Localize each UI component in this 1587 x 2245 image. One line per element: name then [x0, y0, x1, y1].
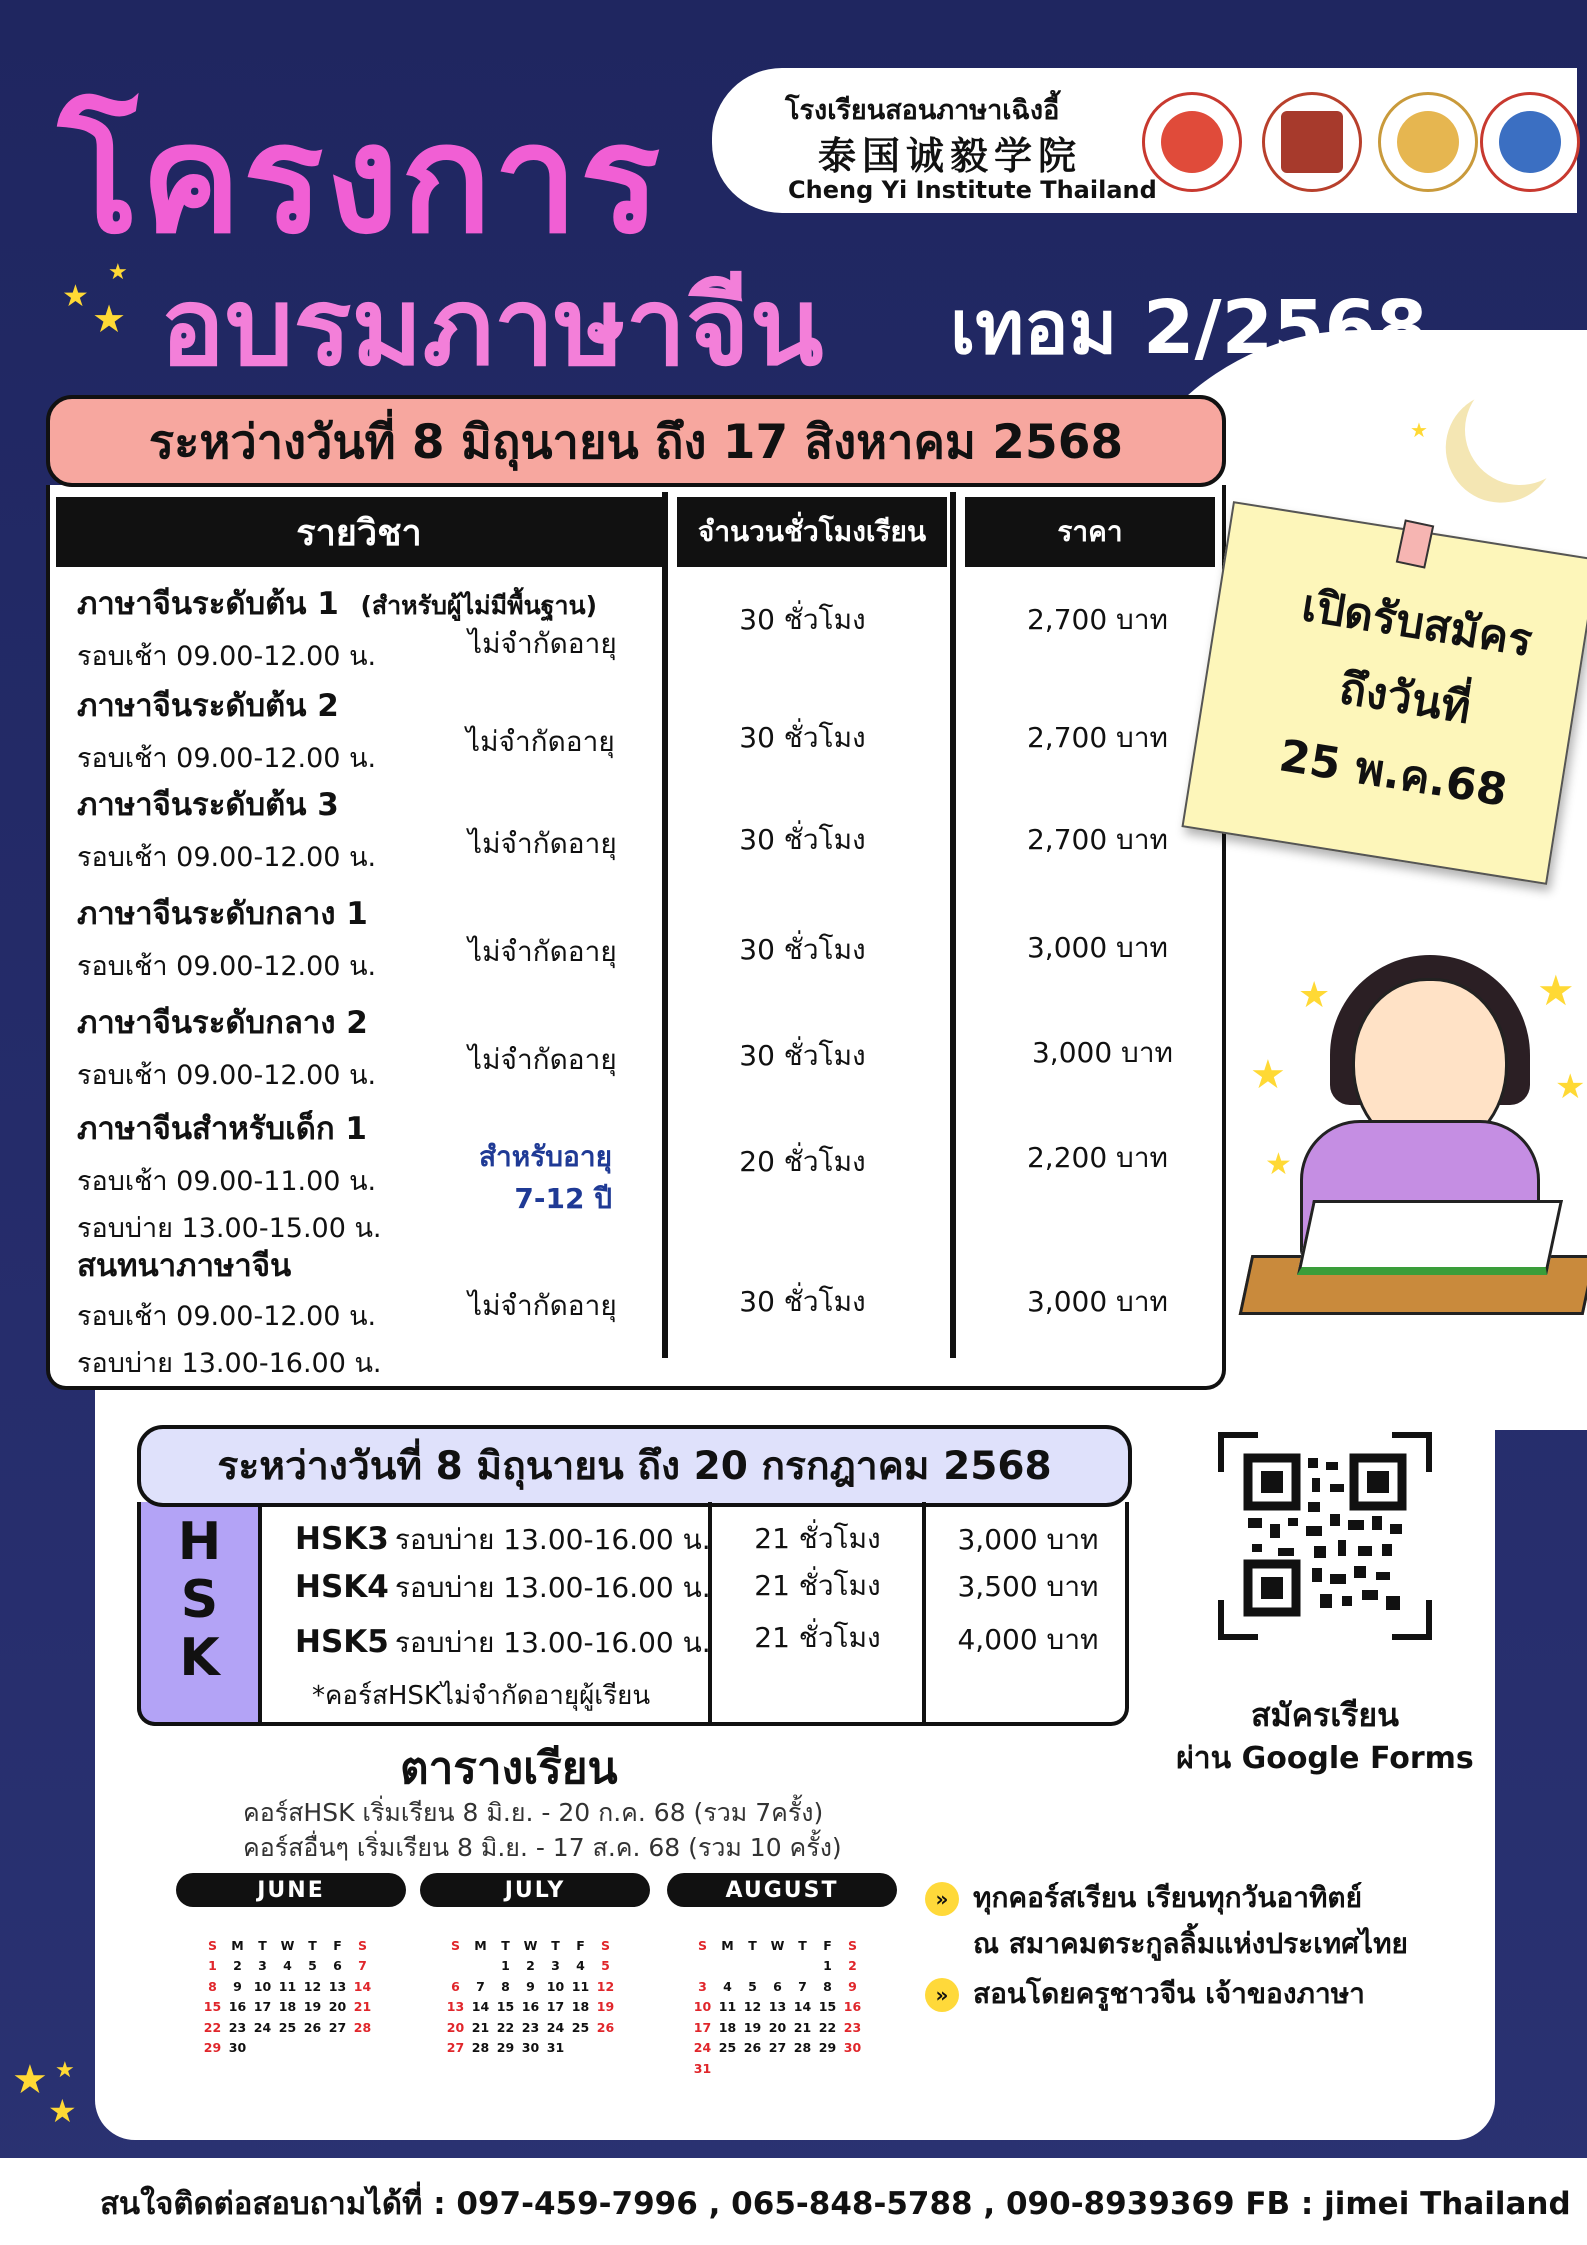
weekday-label: S [450, 1937, 460, 1953]
weekday-label: T [258, 1937, 267, 1953]
course-age-kids [460, 1136, 612, 1220]
info-bullet [925, 1876, 1362, 1920]
calendar-day: 15 [200, 1997, 225, 2018]
star-icon: ★ [1452, 391, 1469, 412]
calendar-day: 16 [228, 1999, 247, 2015]
calendar-day: 13 [443, 1997, 468, 2018]
course-price: 3,000 บาท [1026, 931, 1168, 964]
calendar-day: 25 [718, 2040, 737, 2056]
register-line: ผ่าน Google Forms [1176, 1741, 1474, 1776]
calendar-day: 23 [521, 2019, 540, 2035]
course-time: รอบบ่าย 13.00-16.00 น. [77, 1348, 382, 1379]
course-row [77, 680, 376, 779]
calendar-day: 12 [743, 1999, 762, 2015]
header-subject: รายวิชา [56, 497, 662, 567]
calendar-empty [765, 1956, 790, 1977]
qr-frame-corner [1392, 1432, 1432, 1472]
course-age: ไม่จำกัดอายุ [466, 725, 615, 758]
header-price: ราคา [965, 497, 1215, 567]
course-price: 2,700 บาท [1026, 721, 1168, 754]
calendar-day: 1 [501, 1958, 510, 1974]
contact-footer: สนใจติดต่อสอบถามได้ที่ : 097-459-7996 , 065-848-5788 , 090-8939369 FB : jimei Thailand [100, 2186, 1571, 2222]
star-icon: ★ [1555, 1067, 1586, 1107]
calendar-empty [740, 2058, 765, 2079]
calendar-day: 2 [233, 1958, 242, 1974]
star-icon: ★ [48, 2092, 77, 2130]
calendar-day: 21 [353, 1999, 372, 2015]
calendar-day: 11 [278, 1978, 297, 1994]
calendar-day: 20 [443, 2017, 468, 2038]
weekday-label: F [823, 1937, 832, 1953]
calendar-day: 7 [358, 1958, 367, 1974]
info-text: ณ สมาคมตระกูลลิ้มแห่งประเทศไทย [973, 1927, 1408, 1960]
calendar-day: 5 [308, 1958, 317, 1974]
info-bullet [973, 1922, 1408, 1966]
school-name-chinese: 泰国诚毅学院 [818, 134, 1083, 178]
calendar-day: 30 [843, 2040, 862, 2056]
calendar-july [443, 1935, 618, 2058]
calendar-day: 29 [496, 2040, 515, 2056]
calendar-day: 23 [228, 2019, 247, 2035]
course-time: รอบเช้า 09.00-12.00 น. [77, 951, 377, 982]
calendar-day: 29 [818, 2040, 837, 2056]
hsk-letter: K [179, 1628, 220, 1688]
calendar-day: 27 [768, 2040, 787, 2056]
calendar-day: 29 [200, 2038, 225, 2059]
course-name: ภาษาจีนระดับต้น 1 [77, 586, 339, 622]
calendar-day: 10 [690, 1997, 715, 2018]
weekday-label: T [501, 1937, 510, 1953]
calendar-day: 6 [333, 1958, 342, 1974]
calendar-day: 10 [253, 1978, 272, 1994]
weekday-label: W [280, 1937, 295, 1953]
course-time: รอบเช้า 09.00-12.00 น. [77, 842, 377, 873]
calendar-day: 31 [546, 2040, 565, 2056]
deadline-line: ถึงวันที่ [1335, 663, 1475, 735]
course-row [77, 1240, 382, 1384]
hsk-level: HSK5 [295, 1624, 389, 1660]
association-logo-icon [1262, 92, 1362, 192]
course-time: รอบบ่าย 13.00-15.00 น. [77, 1213, 382, 1244]
calendar-day: 21 [793, 2019, 812, 2035]
hsk-level: HSK4 [295, 1569, 389, 1605]
course-price: 2,700 บาท [1026, 603, 1168, 636]
calendar-day: 18 [278, 1999, 297, 2015]
star-icon: ★ [62, 279, 89, 314]
course-age: ไม่จำกัดอายุ [468, 1043, 617, 1076]
calendar-empty [815, 2058, 840, 2079]
hsk-price: 3,000 บาท [957, 1523, 1099, 1556]
hsk-level: HSK3 [295, 1521, 389, 1557]
calendar-day: 31 [693, 2060, 712, 2076]
register-line: สมัครเรียน [1251, 1696, 1399, 1734]
star-icon: ★ [12, 2057, 48, 2103]
weekday-label: T [798, 1937, 807, 1953]
hsk-price: 3,500 บาท [957, 1570, 1099, 1603]
course-name: ภาษาจีนระดับกลาง 2 [77, 1005, 368, 1041]
weekday-label: S [357, 1937, 367, 1953]
info-bullet [925, 1972, 1365, 2016]
hsk-time: รอบบ่าย 13.00-16.00 น. [394, 1571, 711, 1604]
calendar-empty [568, 2038, 593, 2059]
hsk-hours: 21 ชั่วโมง [754, 1569, 881, 1602]
calendar-day: 1 [823, 1958, 832, 1974]
calendar-day: 28 [793, 2040, 812, 2056]
calendar-empty [765, 2058, 790, 2079]
calendar-empty [443, 1956, 468, 1977]
calendar-empty [790, 2058, 815, 2079]
course-name: ภาษาจีนระดับต้น 2 [77, 688, 339, 724]
course-name: ภาษาจีนระดับกลาง 1 [77, 896, 368, 932]
course-row [77, 779, 376, 878]
calendar-day: 21 [471, 2019, 490, 2035]
hsk-letter: S [180, 1570, 219, 1630]
calendar-day: 17 [690, 2017, 715, 2038]
hsk-hours: 21 ชั่วโมง [754, 1522, 881, 1555]
weekday-label: F [576, 1937, 585, 1953]
course-hours: 30 ชั่วโมง [739, 1039, 866, 1072]
column-divider [662, 492, 668, 1358]
calendar-day: 26 [743, 2040, 762, 2056]
calendar-day: 18 [718, 2019, 737, 2035]
month-label-july: JULY [420, 1873, 650, 1907]
calendar-day: 16 [843, 1999, 862, 2015]
title-term: เทอม 2/2568 [950, 285, 1428, 371]
calendar-empty [350, 2038, 375, 2059]
calendar-day: 2 [526, 1958, 535, 1974]
calendar-day: 26 [596, 2019, 615, 2035]
calendar-empty [593, 2038, 618, 2059]
deadline-line: 25 พ.ค.68 [1275, 730, 1511, 817]
calendar-empty [715, 2058, 740, 2079]
weekday-label: T [308, 1937, 317, 1953]
asia-od-network-logo-icon [1378, 92, 1478, 192]
calendar-day: 22 [496, 2019, 515, 2035]
calendar-day: 13 [768, 1999, 787, 2015]
info-text: ทุกคอร์สเรียน เรียนทุกวันอาทิตย์ [973, 1881, 1363, 1914]
calendar-day: 19 [303, 1999, 322, 2015]
calendar-day: 4 [576, 1958, 585, 1974]
calendar-day: 5 [601, 1958, 610, 1974]
calendar-day: 25 [278, 2019, 297, 2035]
hsk-row [295, 1518, 711, 1562]
calendar-day: 11 [718, 1999, 737, 2015]
calendar-empty [690, 1956, 715, 1977]
hsk-row [295, 1621, 711, 1665]
school-name-thai: โรงเรียนสอนภาษาเฉิงอี้ [785, 95, 1060, 126]
calendar-day: 27 [443, 2038, 468, 2059]
calendar-day: 16 [521, 1999, 540, 2015]
calendar-day: 24 [546, 2019, 565, 2035]
calendar-day: 22 [818, 2019, 837, 2035]
calendar-empty [715, 1956, 740, 1977]
calendar-empty [840, 2058, 865, 2079]
course-hours: 30 ชั่วโมง [739, 603, 866, 636]
calendar-day: 17 [546, 1999, 565, 2015]
calendar-empty [468, 1956, 493, 1977]
course-hours: 30 ชั่วโมง [739, 933, 866, 966]
school-logo-icon [1142, 92, 1242, 192]
weekday-label: W [770, 1937, 785, 1953]
weekday-label: S [697, 1937, 707, 1953]
course-row [77, 1103, 382, 1249]
calendar-day: 15 [496, 1999, 515, 2015]
calendar-day: 4 [283, 1958, 292, 1974]
weekday-label: T [748, 1937, 757, 1953]
calendar-empty [300, 2038, 325, 2059]
partner-logo-icon [1480, 92, 1580, 192]
weekday-label: F [333, 1937, 342, 1953]
calendar-august [690, 1935, 865, 2079]
course-note: (สำหรับผู้ไม่มีพื้นฐาน) [360, 591, 598, 620]
calendar-day: 7 [476, 1978, 485, 1994]
course-row [77, 997, 376, 1096]
course-date-range: ระหว่างวันที่ 8 มิถุนายน ถึง 17 สิงหาคม 2568 [46, 395, 1226, 487]
calendar-day: 8 [501, 1978, 510, 1994]
calendar-day: 30 [521, 2040, 540, 2056]
calendar-day: 23 [843, 2019, 862, 2035]
hsk-row [295, 1566, 711, 1610]
month-label-august: AUGUST [667, 1873, 897, 1907]
star-icon: ★ [55, 2058, 75, 2083]
calendar-day: 3 [551, 1958, 560, 1974]
star-icon: ★ [1265, 1147, 1292, 1182]
star-icon: ★ [1410, 418, 1428, 442]
course-hours: 20 ชั่วโมง [739, 1145, 866, 1178]
calendar-day: 19 [743, 2019, 762, 2035]
calendar-day: 24 [693, 2040, 712, 2056]
course-hours: 30 ชั่วโมง [739, 1285, 866, 1318]
star-icon: ★ [1298, 975, 1331, 1016]
course-row [77, 888, 376, 987]
qr-frame-corner [1218, 1432, 1258, 1472]
calendar-day: 13 [328, 1978, 347, 1994]
calendar-day: 7 [798, 1978, 807, 1994]
calendar-day: 12 [596, 1978, 615, 1994]
title-project: โครงการ [58, 93, 663, 267]
weekday-label: W [523, 1937, 538, 1953]
calendar-day: 5 [748, 1978, 757, 1994]
calendar-day: 15 [818, 1999, 837, 2015]
schedule-line: คอร์สHSK เริ่มเรียน 8 มิ.ย. - 20 ก.ค. 68 (รวม 7ครั้ง) [243, 1798, 824, 1827]
calendar-day: 28 [471, 2040, 490, 2056]
calendar-day: 1 [208, 1958, 217, 1974]
calendar-empty [275, 2038, 300, 2059]
hsk-time: รอบบ่าย 13.00-16.00 น. [394, 1626, 711, 1659]
weekday-label: M [474, 1937, 487, 1953]
calendar-day: 8 [823, 1978, 832, 1994]
course-time: รอบเช้า 09.00-12.00 น. [77, 1301, 377, 1332]
calendar-day: 4 [723, 1978, 732, 1994]
course-price: 3,000 บาท [1031, 1036, 1173, 1069]
title-chinese-training: อบรมภาษาจีน [160, 265, 824, 390]
star-icon: ★ [92, 297, 127, 341]
star-icon: ★ [1537, 966, 1575, 1015]
deadline-line: เปิดรับสมัคร [1298, 580, 1536, 667]
calendar-day: 3 [258, 1958, 267, 1974]
calendar-day: 9 [848, 1978, 857, 1994]
calendar-day: 25 [571, 2019, 590, 2035]
calendar-day: 30 [228, 2040, 247, 2056]
hsk-price: 4,000 บาท [957, 1623, 1099, 1656]
calendar-empty [250, 2038, 275, 2059]
course-age: ไม่จำกัดอายุ [468, 827, 617, 860]
course-time: รอบเช้า 09.00-12.00 น. [77, 641, 377, 672]
calendar-day: 3 [690, 1976, 715, 1997]
weekday-label: S [847, 1937, 857, 1953]
calendar-day: 6 [773, 1978, 782, 1994]
course-name: สนทนาภาษาจีน [77, 1248, 292, 1284]
qr-frame-corner [1392, 1600, 1432, 1640]
calendar-day: 19 [596, 1999, 615, 2015]
calendar-day: 28 [353, 2019, 372, 2035]
course-age: ไม่จำกัดอายุ [468, 627, 617, 660]
calendar-day: 20 [328, 1999, 347, 2015]
calendar-day: 10 [546, 1978, 565, 1994]
calendar-day: 14 [353, 1978, 372, 1994]
calendar-day: 11 [571, 1978, 590, 1994]
qr-frame-corner [1218, 1600, 1258, 1640]
course-hours: 30 ชั่วโมง [739, 721, 866, 754]
double-chevron-icon: » [925, 1882, 959, 1916]
weekday-label: S [600, 1937, 610, 1953]
calendar-day: 9 [233, 1978, 242, 1994]
weekday-label: M [721, 1937, 734, 1953]
calendar-day: 6 [443, 1976, 468, 1997]
calendar-day: 2 [848, 1958, 857, 1974]
age-line: 7-12 ปี [514, 1182, 612, 1215]
course-hours: 30 ชั่วโมง [739, 823, 866, 856]
course-age: ไม่จำกัดอายุ [468, 935, 617, 968]
calendar-day: 18 [571, 1999, 590, 2015]
schedule-title: ตารางเรียน [400, 1743, 618, 1794]
calendar-empty [325, 2038, 350, 2059]
calendar-empty [740, 1956, 765, 1977]
weekday-label: T [551, 1937, 560, 1953]
column-divider [950, 492, 956, 1358]
hsk-letter: H [177, 1512, 222, 1572]
course-time: รอบเช้า 09.00-11.00 น. [77, 1166, 377, 1197]
hsk-hours: 21 ชั่วโมง [754, 1621, 881, 1654]
course-time: รอบเช้า 09.00-12.00 น. [77, 1060, 377, 1091]
calendar-day: 12 [303, 1978, 322, 1994]
calendar-june [200, 1935, 375, 2058]
weekday-label: M [231, 1937, 244, 1953]
weekday-label: S [207, 1937, 217, 1953]
course-name: ภาษาจีนสำหรับเด็ก 1 [77, 1111, 367, 1147]
calendar-day: 20 [768, 2019, 787, 2035]
age-line: สำหรับอายุ [478, 1140, 612, 1173]
calendar-day: 14 [471, 1999, 490, 2015]
header-hours: จำนวนชั่วโมงเรียน [677, 497, 947, 567]
calendar-day: 8 [200, 1976, 225, 1997]
calendar-day: 24 [253, 2019, 272, 2035]
star-icon: ★ [108, 260, 128, 285]
schedule-line: คอร์สอื่นๆ เริ่มเรียน 8 มิ.ย. - 17 ส.ค. 68 (รวม 10 ครั้ง) [243, 1833, 842, 1862]
course-price: 2,200 บาท [1026, 1141, 1168, 1174]
course-price: 2,700 บาท [1026, 823, 1168, 856]
course-age: ไม่จำกัดอายุ [468, 1289, 617, 1322]
calendar-day: 26 [303, 2019, 322, 2035]
book-illustration [1297, 1200, 1563, 1275]
calendar-empty [790, 1956, 815, 1977]
hsk-time: รอบบ่าย 13.00-16.00 น. [394, 1523, 711, 1556]
calendar-day: 14 [793, 1999, 812, 2015]
double-chevron-icon: » [925, 1978, 959, 2012]
school-name-english: Cheng Yi Institute Thailand [788, 176, 1157, 204]
course-price: 3,000 บาท [1026, 1285, 1168, 1318]
calendar-day: 27 [328, 2019, 347, 2035]
course-name: ภาษาจีนระดับต้น 3 [77, 787, 339, 823]
hsk-note: *คอร์สHSKไม่จำกัดอายุผู้เรียน [312, 1681, 651, 1711]
calendar-day: 22 [200, 2017, 225, 2038]
info-text: สอนโดยครูชาวจีน เจ้าของภาษา [973, 1977, 1365, 2010]
calendar-day: 9 [526, 1978, 535, 1994]
month-label-june: JUNE [176, 1873, 406, 1907]
course-time: รอบเช้า 09.00-12.00 น. [77, 743, 377, 774]
hsk-date-range: ระหว่างวันที่ 8 มิถุนายน ถึง 20 กรกฎาคม 2568 [137, 1425, 1132, 1507]
star-icon: ★ [1250, 1052, 1286, 1098]
calendar-day: 17 [253, 1999, 272, 2015]
